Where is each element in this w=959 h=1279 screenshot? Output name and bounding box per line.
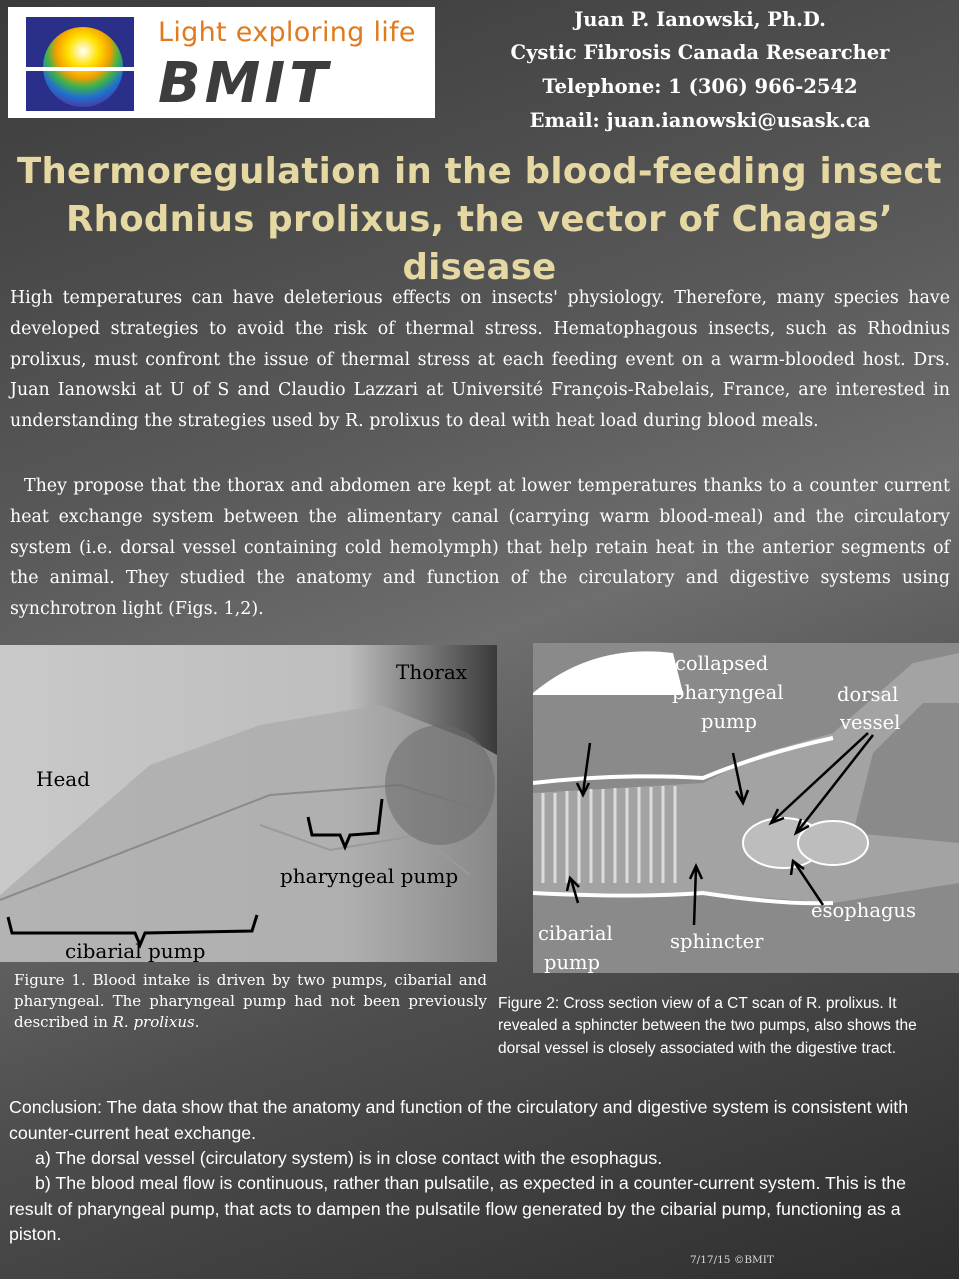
label-esophagus: esophagus [811, 899, 917, 922]
conclusion-point-a: a) The dorsal vessel (circulatory system) is in close contact with the esophagus. [35, 1148, 663, 1168]
label-cibarial: cibarial [538, 922, 613, 945]
hypothesis-paragraph: They propose that the thorax and abdomen are kept at lower temperatures thanks to a counter current heat exchange system between the alimentary canal (carrying warm blood-meal) and the circulatory system (i.e. dorsal vessel containing cold hemolymph) that help retain heat in the anterior segments of the animal. They studied the anatomy and function of the circulatory and digestive systems using synchrotron light (Figs. 1,2). [10, 476, 950, 620]
label-collapsed-pump: pump [701, 710, 758, 733]
label-collapsed-pharyngeal: pharyngeal [672, 681, 784, 704]
contact-telephone: Telephone: 1 (306) 966-2542 [542, 75, 858, 98]
footer-date: 7/17/15 ©BMIT [690, 1254, 774, 1266]
label-thorax: Thorax [396, 660, 468, 684]
figure-1-caption-species: R. prolixus [112, 1013, 195, 1031]
label-head: Head [36, 767, 91, 791]
figure-2-caption: Figure 2: Cross section view of a CT scan of R. prolixus. It revealed a sphincter between the two pumps, also shows the dorsal vessel is closely associated with the digestive tract. [498, 995, 917, 1057]
figure-1-caption [14, 970, 487, 1033]
title-line-3: disease [402, 247, 557, 288]
contact-email[interactable]: Email: juan.ianowski@usask.ca [529, 109, 871, 132]
bmit-sun-icon [26, 15, 141, 113]
bmit-logo [8, 7, 435, 118]
figure-2-image [533, 643, 959, 973]
figure-1-caption-end: . [194, 1013, 200, 1031]
label-dorsal: dorsal [837, 683, 899, 706]
logo-name: BMIT [158, 51, 332, 116]
title-line-1: Thermoregulation in the blood-feeding insect [16, 151, 943, 192]
label-cibarial-pump-2: pump [544, 951, 601, 973]
contact-name: Juan P. Ianowski, Ph.D. [574, 8, 826, 31]
conclusion-point-b: b) The blood meal flow is continuous, rather than pulsatile, as expected in a counter-current system. This is the result of pharyngeal pump, that acts to dampen the pulsatile flow generated by the cibarial pump, functioning as a piston. [9, 1173, 907, 1244]
label-pharyngeal-pump: pharyngeal pump [280, 864, 459, 888]
logo-tagline: Light exploring life [158, 17, 416, 48]
label-vessel: vessel [840, 711, 901, 734]
label-cibarial-pump: cibarial pump [65, 939, 206, 962]
title-line-2: Rhodnius prolixus, the vector of Chagas’ [65, 199, 894, 240]
figure-1-caption-main: Figure 1. Blood intake is driven by two pumps, cibarial and pharyngeal. The pharyngeal pump had not been previously described in [14, 971, 487, 1031]
label-collapsed: collapsed [675, 652, 769, 675]
intro-paragraph: High temperatures can have deleterious effects on insects' physiology. Therefore, many species have developed strategies to avoid the risk of thermal stress. Hematophagous insects, such as Rhodnius prolixus, must confront the issue of thermal stress at each feeding event on a warm-blooded host. Drs. Juan Ianowski at U of S and Claudio Lazzari at Université François-Rabelais, France, are interested in understanding the strategies used by R. prolixus to deal with heat load during blood meals. [10, 288, 950, 432]
label-sphincter: sphincter [670, 930, 764, 953]
figure-1-image [0, 645, 497, 962]
figure-1-xray [0, 645, 497, 962]
conclusion-intro: Conclusion: The data show that the anatomy and function of the circulatory and digestive system is consistent with counter-current heat exchange. [9, 1097, 909, 1143]
poster-title [0, 148, 959, 292]
contact-role: Cystic Fibrosis Canada Researcher [510, 41, 890, 64]
